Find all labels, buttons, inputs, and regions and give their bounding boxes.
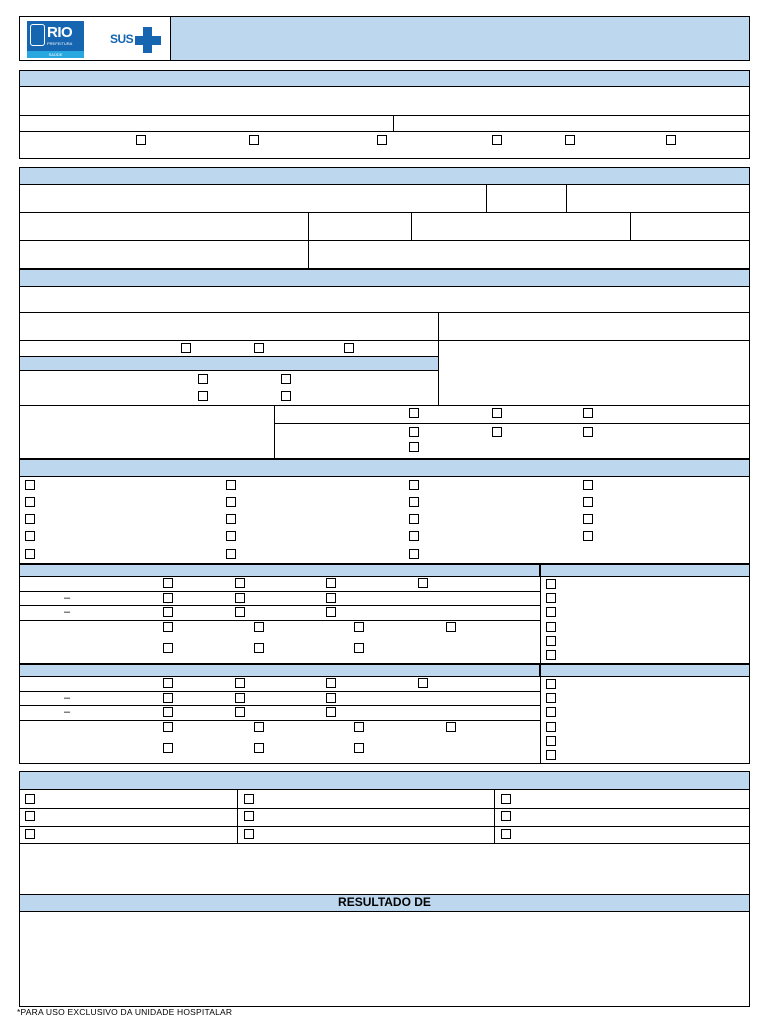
section-4-checkbox-r2c2[interactable] [226,497,236,507]
sus-cross-icon-bar [135,36,161,45]
section-5-checkbox-r1c4[interactable] [418,578,428,588]
section-5-checkbox-r5c3[interactable] [354,643,364,653]
city-seal-icon [30,24,45,46]
section-4-checkbox-r5c3[interactable] [409,549,419,559]
section-7-checkbox-r3c2[interactable] [244,829,254,839]
section-6-right-checkbox-2[interactable] [546,693,556,703]
section-5-right-checkbox-5[interactable] [546,636,556,646]
section-6-right-checkbox-1[interactable] [546,679,556,689]
section-3-checkbox-13[interactable] [583,427,593,437]
section-6-right-checkbox-3[interactable] [546,707,556,717]
section-7-checkbox-r2c3[interactable] [501,811,511,821]
section-7-checkbox-r1c3[interactable] [501,794,511,804]
result-title: RESULTADO DE [338,895,431,909]
section-5-header-left [19,564,540,577]
logo-rio-subtext: PREFEITURA [47,41,73,46]
rio-prefeitura-logo [27,21,84,58]
section-6-checkbox-r3c1[interactable] [163,707,173,717]
section-4-checkbox-r4c3[interactable] [409,531,419,541]
section-5-checkbox-r4c4[interactable] [446,622,456,632]
section-6-checkbox-r3c3[interactable] [326,707,336,717]
section-5-checkbox-r1c1[interactable] [163,578,173,588]
sus-logo [110,27,165,53]
section-1-checkbox-2[interactable] [249,135,259,145]
section-3-checkbox-7[interactable] [281,391,291,401]
section-4-checkbox-r2c1[interactable] [25,497,35,507]
section-6-checkbox-r3c2[interactable] [235,707,245,717]
section-7-checkbox-r1c1[interactable] [25,794,35,804]
section-3-checkbox-14[interactable] [409,442,419,452]
section-4-checkbox-r3c3[interactable] [409,514,419,524]
section-6-right-checkbox-6[interactable] [546,750,556,760]
section-7-checkbox-r1c2[interactable] [244,794,254,804]
section-6-header-right [540,664,750,677]
section-5-right-checkbox-2[interactable] [546,593,556,603]
section-6-checkbox-r1c3[interactable] [326,678,336,688]
section-6-checkbox-r1c4[interactable] [418,678,428,688]
section-4-checkbox-r1c1[interactable] [25,480,35,490]
section-3-header [19,269,750,287]
section-7-checkbox-r3c1[interactable] [25,829,35,839]
section-6-checkbox-r5c3[interactable] [354,743,364,753]
section-6-header-left [19,664,540,677]
section-5-checkbox-r1c3[interactable] [326,578,336,588]
section-2-header [19,167,750,185]
section-4-header [19,459,750,477]
section-6-checkbox-r2c3[interactable] [326,693,336,703]
section-6-checkbox-r2c1[interactable] [163,693,173,703]
section-6-checkbox-r4c4[interactable] [446,722,456,732]
section-4-checkbox-r5c2[interactable] [226,549,236,559]
section-3-checkbox-2[interactable] [254,343,264,353]
section-5-checkbox-r4c2[interactable] [254,622,264,632]
section-5-dash-1: – [64,592,71,604]
section-6-checkbox-r2c2[interactable] [235,693,245,703]
section-3-checkbox-3[interactable] [344,343,354,353]
section-3-checkbox-9[interactable] [492,408,502,418]
logo-rio-text: RIO [47,24,73,41]
section-4-checkbox-r3c2[interactable] [226,514,236,524]
section-7-checkbox-r2c1[interactable] [25,811,35,821]
section-6-checkbox-r5c2[interactable] [254,743,264,753]
section-3-checkbox-11[interactable] [409,427,419,437]
section-5 [19,564,750,664]
section-1-checkbox-6[interactable] [666,135,676,145]
section-7-checkbox-r2c2[interactable] [244,811,254,821]
section-6-checkbox-r5c1[interactable] [163,743,173,753]
section-4-checkbox-r3c4[interactable] [583,514,593,524]
section-7-checkbox-r3c3[interactable] [501,829,511,839]
section-6-checkbox-r4c2[interactable] [254,722,264,732]
section-4-checkbox-r2c4[interactable] [583,497,593,507]
section-5-right-checkbox-6[interactable] [546,650,556,660]
section-4-checkbox-r1c3[interactable] [409,480,419,490]
form-title-band [170,16,750,61]
section-6-checkbox-r4c3[interactable] [354,722,364,732]
section-5-checkbox-r4c3[interactable] [354,622,364,632]
section-5-checkbox-r5c2[interactable] [254,643,264,653]
section-6 [19,664,750,764]
section-4-checkbox-r3c1[interactable] [25,514,35,524]
section-4-checkbox-r4c1[interactable] [25,531,35,541]
section-6-right-checkbox-5[interactable] [546,736,556,746]
section-1-checkbox-1[interactable] [136,135,146,145]
section-5-checkbox-r3c3[interactable] [326,607,336,617]
section-6-right-checkbox-4[interactable] [546,722,556,732]
section-4-checkbox-r2c3[interactable] [409,497,419,507]
section-6-checkbox-r1c1[interactable] [163,678,173,688]
section-3-checkbox-8[interactable] [409,408,419,418]
section-6-dash-2: – [64,706,71,718]
section-6-checkbox-r4c1[interactable] [163,722,173,732]
section-1-checkbox-4[interactable] [492,135,502,145]
section-5-header-right [540,564,750,577]
section-4-checkbox-r5c1[interactable] [25,549,35,559]
section-5-dash-2: – [64,606,71,618]
section-5-checkbox-r3c2[interactable] [235,607,245,617]
section-4-checkbox-r4c2[interactable] [226,531,236,541]
section-6-checkbox-r1c2[interactable] [235,678,245,688]
logo-rio-strip: SAÚDE [27,51,84,58]
section-3-checkbox-6[interactable] [198,391,208,401]
section-7-header [19,771,750,790]
section-7 [19,771,750,1007]
section-5-checkbox-r5c1[interactable] [163,643,173,653]
section-5-checkbox-r2c2[interactable] [235,593,245,603]
section-1-checkbox-5[interactable] [565,135,575,145]
section-5-checkbox-r1c2[interactable] [235,578,245,588]
section-6-dash-1: – [64,692,71,704]
section-4-checkbox-r1c2[interactable] [226,480,236,490]
section-5-checkbox-r3c1[interactable] [163,607,173,617]
section-3-checkbox-12[interactable] [492,427,502,437]
section-5-right-checkbox-3[interactable] [546,607,556,617]
section-3-subheader [19,356,439,371]
section-4-checkbox-r4c4[interactable] [583,531,593,541]
logo-sus-text: SUS [110,32,134,46]
section-1-checkbox-3[interactable] [377,135,387,145]
section-3-checkbox-5[interactable] [281,374,291,384]
section-5-checkbox-r2c1[interactable] [163,593,173,603]
section-3-checkbox-1[interactable] [181,343,191,353]
section-5-right-checkbox-1[interactable] [546,579,556,589]
section-5-right-checkbox-4[interactable] [546,622,556,632]
section-1-header [19,70,750,87]
section-3-checkbox-10[interactable] [583,408,593,418]
section-5-checkbox-r4c1[interactable] [163,622,173,632]
section-5-checkbox-r2c3[interactable] [326,593,336,603]
section-4-checkbox-r1c4[interactable] [583,480,593,490]
section-3-checkbox-4[interactable] [198,374,208,384]
footer-note: *PARA USO EXCLUSIVO DA UNIDADE HOSPITALAR [17,1007,233,1017]
